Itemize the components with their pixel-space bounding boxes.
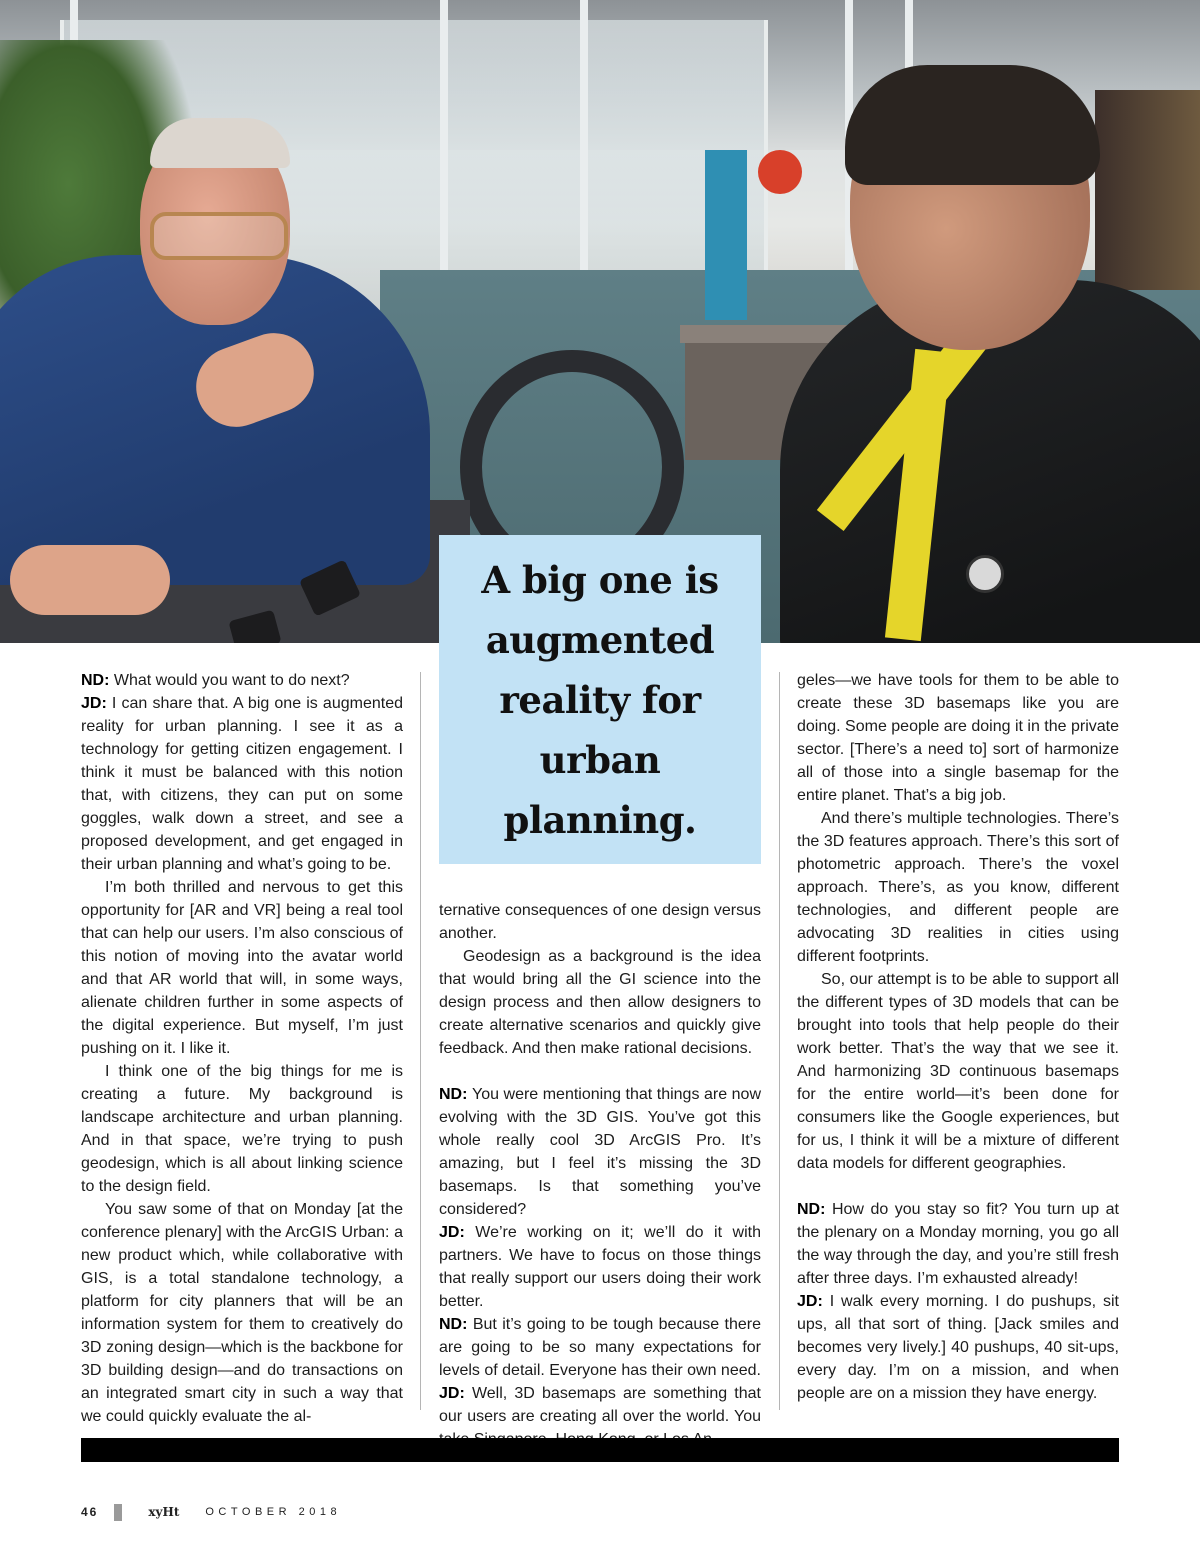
photo-shelf — [1095, 90, 1200, 290]
speaker-label: ND — [797, 1201, 821, 1218]
paragraph — [439, 899, 761, 945]
paragraph-text: You were mentioning that things are now evolving with the 3D GIS. You’ve got this whole really cool 3D ArcGIS Pro. It’s amazing, but I feel it’s missing the 3D basemaps. Is that something you’ve considered? — [439, 1086, 762, 1218]
speaker-label: JD — [81, 695, 102, 712]
footer-divider-block — [114, 1504, 122, 1521]
speaker-colon: : — [104, 672, 114, 689]
paragraph — [81, 1060, 403, 1198]
footer-black-bar — [81, 1438, 1119, 1462]
speaker-label: ND — [81, 672, 105, 689]
speaker-colon: : — [459, 1224, 476, 1241]
photo-red-sign — [758, 150, 802, 194]
paragraph-text: And there’s multiple technologies. There’s the 3D features approach. There’s this sort of photometric approach. There’s the voxel approach. There’s, as you know, different technologies, and different people are advocating 3D realities in cities using different footprints. — [797, 810, 1119, 965]
paragraph — [797, 807, 1119, 968]
speaker-colon: : — [817, 1293, 830, 1310]
paragraph — [797, 669, 1119, 807]
speaker-colon: : — [820, 1201, 832, 1218]
pull-quote — [439, 535, 761, 864]
speaker-colon: : — [101, 695, 112, 712]
paragraph-text: So, our attempt is to be able to support all the different types of 3D models that can be brought into tools that help people do their work better. That’s the way that we see it. And harmonizing 3D continuous basemaps for the entire world—it’s been done for consumers like the Google experiences, but for us, I think it will be a mixture of different data models for different geographies. — [797, 971, 1119, 1172]
speaker-label: JD — [439, 1224, 460, 1241]
paragraph — [439, 945, 761, 1060]
paragraph — [797, 1290, 1119, 1405]
paragraph — [439, 1221, 761, 1313]
paragraph-text: How do you stay so fit? You turn up at the plenary on a Monday morning, you go all the way through the day, and you’re still fresh after three days. I’m exhausted already! — [797, 1201, 1119, 1287]
speaker-label: ND — [439, 1316, 463, 1333]
paragraph — [81, 692, 403, 876]
article-column-2 — [439, 899, 761, 1451]
photo-glasses — [150, 212, 288, 260]
pull-quote-text: A big one is augmented reality for urban planning. — [481, 557, 719, 842]
article-column-3 — [797, 669, 1119, 1405]
paragraph-text: I can share that. A big one is augmented reality for urban planning. I see it as a technology for getting citizen engagement. I think it must be balanced with this notion that, with citizens, they can put on some goggles, walk down a street, and see a proposed development, and get engaged in their urban planning and what’s going to be. — [81, 695, 403, 873]
speaker-label: JD — [797, 1293, 818, 1310]
column-divider — [420, 672, 421, 1410]
speaker-colon: : — [462, 1316, 473, 1333]
speaker-label: ND — [439, 1086, 463, 1103]
paragraph — [81, 1198, 403, 1428]
speaker-colon: : — [462, 1086, 472, 1103]
paragraph-text: What would you want to do next? — [113, 672, 350, 689]
paragraph — [797, 968, 1119, 1175]
photo-badge — [966, 555, 1004, 593]
page-footer — [81, 1502, 341, 1522]
paragraph-text: I think one of the big things for me is creating a future. My background is landscape architecture and urban planning. And in that space, we’re trying to push geodesign, which is all about linking science to the design field. — [81, 1063, 403, 1195]
paragraph-text: Geodesign as a background is the idea that would bring all the GI science into the design process and then allow designers to create alternative scenarios and quickly give feedback. And then make rational decisions. — [439, 948, 761, 1057]
magazine-name: xyHt — [148, 1505, 180, 1519]
paragraph — [439, 1083, 761, 1221]
article-column-1 — [81, 669, 403, 1428]
column-divider — [779, 672, 780, 1410]
photo-open-hand — [10, 545, 170, 615]
photo-interviewee-hair — [150, 118, 290, 168]
paragraph — [81, 669, 403, 692]
photo-registration-sign — [705, 150, 747, 320]
paragraph-text: Well, 3D basemaps are something that our users are creating all over the world. You — [439, 1385, 761, 1425]
paragraph-text: You saw some of that on Monday [at the conference plenary] with the ArcGIS Urban: a new product which, while collaborative with GIS, is a total standalone technology, a platform for city planners that will be an information system for them to creatively do 3D zoning design—which is the backbone for 3D building design—and do transactions on an integrated smart city in such a way that we could quickly evaluate the al- — [81, 1201, 403, 1425]
paragraph — [81, 876, 403, 1060]
speaker-label: JD — [439, 1385, 460, 1402]
speaker-colon: : — [459, 1385, 472, 1402]
paragraph — [439, 1313, 761, 1382]
photo-interviewer-hair — [845, 65, 1100, 185]
page-number: 46 — [81, 1505, 99, 1519]
paragraph-text: We’re working on it; we’ll do it with partners. We have to focus on those things that really support our users doing their work better. — [439, 1224, 761, 1310]
paragraph-text: ternative consequences of one design versus another. — [439, 902, 761, 942]
paragraph-text: geles—we have tools for them to be able to create these 3D basemaps like you are doing. Some people are doing it in the private sector. [There’s a need to] sort of harmonize all of those into a single basemap for the entire planet. That’s a big job. — [797, 672, 1119, 804]
paragraph-text: I’m both thrilled and nervous to get this opportunity for [AR and VR] being a real tool that can help our users. I’m also conscious of this notion of moving into the avatar world and that AR world that will, in some ways, alienate children further in some aspects of the digital experience. But myself, I’m just pushing on it. I like it. — [81, 879, 403, 1057]
paragraph-text: I walk every morning. I do pushups, sit ups, all that sort of thing. [Jack smiles and becomes very lively.] 40 pushups, 40 sit-ups, every day. I’m on a mission, and when people are on a mission they have energy. — [797, 1293, 1119, 1402]
paragraph-text: But it’s going to be tough because there are going to be so many expectations for levels of detail. Everyone has their own need. — [439, 1316, 761, 1379]
issue-date: OCTOBER 2018 — [205, 1506, 342, 1518]
paragraph — [797, 1198, 1119, 1290]
